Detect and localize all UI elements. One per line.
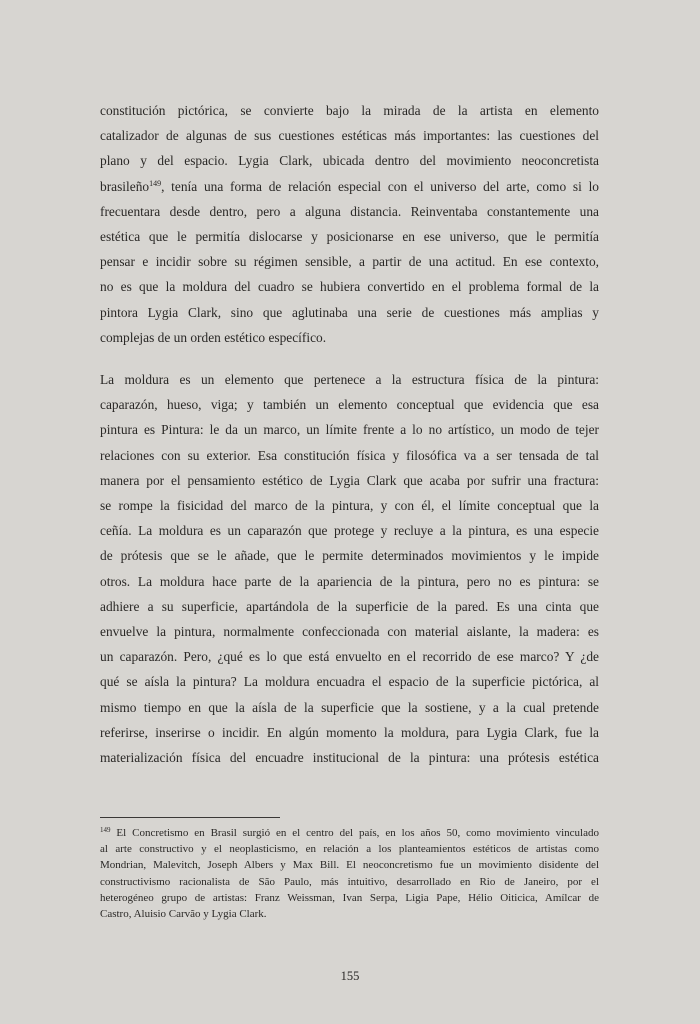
footnote-line: Castro, Aluisio Carvão y Lygia Clark. [100,908,267,921]
text-line: de prótesis que se le añade, que le permite determinados movimientos y le impide [100,548,599,564]
footnote-number: 149 [100,826,111,834]
text-line: constitución pictórica, se convierte bajo la mirada de la artista en elemento [100,103,599,118]
text-line: pensar e incidir sobre su régimen sensible, a partir de una actitud. En ese contexto, [100,254,599,270]
text-fragment: brasileño [100,178,150,194]
text-line: plano y del espacio. Lygia Clark, ubicada dentro del movimiento neoconcretista [100,153,599,169]
footnote-line: heterogéneo grupo de artistas: Franz Weissman, Ivan Serpa, Ligia Pape, Hélio Oiticica, Amílcar de [100,891,599,904]
text-line: materialización física del encuadre institucional de la pintura: una prótesis estética [100,750,599,766]
footnote-line: al arte constructivo y el neoplasticismo, en relación a los planteamientos estéticos de artistas como [100,843,599,856]
footnote [100,825,599,922]
footnote-line: Mondrian, Malevitch, Joseph Albers y Max Bill. El neoconcretismo fue un movimiento disidente del [100,859,599,872]
text-line: mismo tiempo en que la aísla de la superficie que la sostiene, y a la cual pretende [100,699,599,715]
text-line: pintora Lygia Clark, sino que aglutinaba una serie de cuestiones más amplias y [100,304,599,320]
text-line: caparazón, hueso, viga; y también un elemento conceptual que evidencia que esa [100,397,599,413]
footnote-line [100,825,599,841]
text-fragment: El Concretismo en Brasil surgió en el centro del país, en los años 50, como movimiento vinculado [110,827,599,839]
text-line: manera por el pensamiento estético de Lygia Clark que acaba por sufrir una fractura: [100,472,599,488]
text-line: un caparazón. Pero, ¿qué es lo que está envuelto en el recorrido de ese marco? Y ¿de [100,649,599,665]
text-line: referirse, inserirse o incidir. En algún momento la moldura, para Lygia Clark, fue la [100,724,599,740]
text-line: complejas de un orden estético específico. [100,329,327,345]
text-line: qué se aísla la pintura? La moldura encuadra el espacio de la superficie pictórica, al [100,674,599,690]
text-line: La moldura es un elemento que pertenece a la estructura física de la pintura: [100,372,599,388]
text-line: relaciones con su exterior. Esa constitución física y filosófica va a ser tensada de tal [100,447,599,463]
text-line [100,174,599,199]
footnote-reference[interactable]: 149 [149,178,162,188]
text-line: adhiere a su superficie, apartándola de la superficie de la pared. Es una cinta que [100,598,599,614]
text-line: otros. La moldura hace parte de la apariencia de la pintura, pero no es pintura: se [100,573,599,589]
paragraph-2 [100,367,599,770]
text-line: no es que la moldura del cuadro se hubiera convertido en el problema formal de la [100,279,599,295]
text-line: pintura es Pintura: le da un marco, un límite frente a lo no artístico, un modo de tejer [100,422,599,438]
body-text [100,98,599,770]
text-line: estética que le permitía dislocarse y posicionarse en ese universo, que le permitía [100,229,599,245]
footnote-divider [100,817,280,818]
text-line: catalizador de algunas de sus cuestiones estéticas más importantes: las cuestiones del [100,128,599,144]
text-line: ceñía. La moldura es un caparazón que protege y recluye a la pintura, es una especie [100,523,599,539]
page-number: 155 [340,969,360,983]
text-line: envuelve la pintura, normalmente confeccionada con material aislante, la madera: es [100,624,599,640]
text-fragment: , tenía una forma de relación especial con el universo del arte, como si lo [161,178,599,194]
footnote-line: constructivismo racionalista de São Paulo, más intuitivo, desarrollado en Rio de Janeiro, por el [100,875,599,888]
paragraph-1 [100,98,599,350]
text-line: se rompe la fisicidad del marco de la pintura, y con él, el límite conceptual que la [100,498,599,514]
text-line: frecuentara desde dentro, pero a alguna distancia. Reinventaba constantemente una [100,203,599,219]
